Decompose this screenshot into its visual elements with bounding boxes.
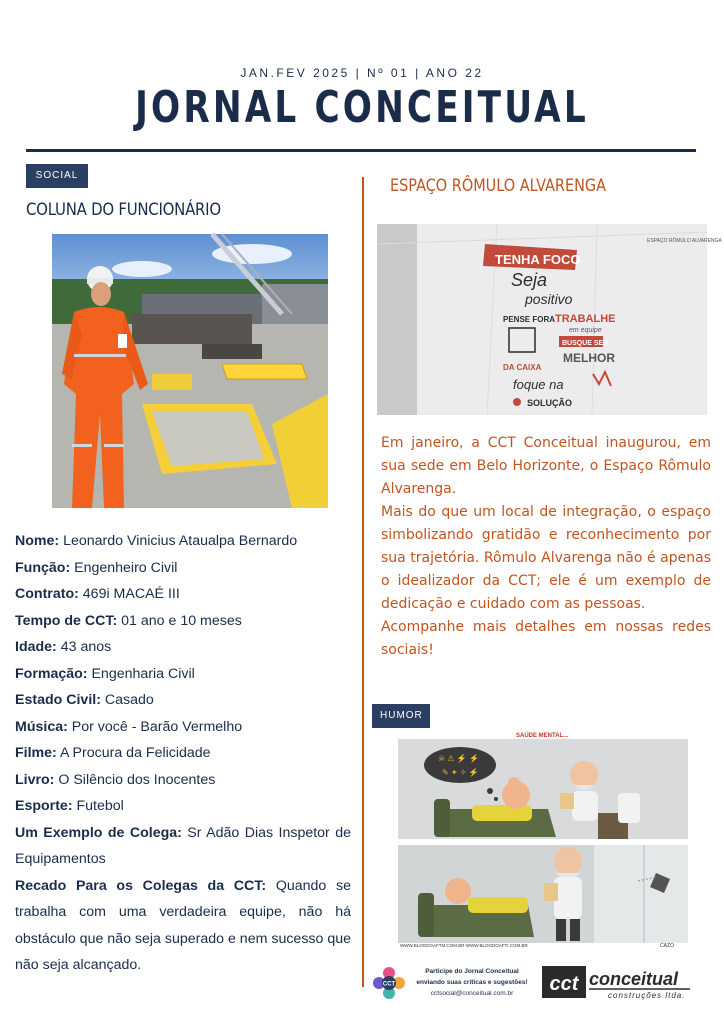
profile-label: Esporte:	[15, 798, 73, 814]
svg-text:✎ ✦ ✧ ⚡: ✎ ✦ ✧ ⚡	[442, 768, 479, 777]
logo-sub: construções ltda.	[608, 991, 686, 1000]
profile-label: Contrato:	[15, 586, 79, 602]
profile-row-music	[15, 714, 351, 741]
wall-text-tenha-foco: TENHA FOCO	[495, 252, 581, 267]
profile-label: Idade:	[15, 639, 57, 655]
story-paragraph: Em janeiro, a CCT Conceitual inaugurou, em sua sede em Belo Horizonte, o Espaço Rômulo Alvarenga.	[381, 435, 711, 497]
profile-label: Um Exemplo de Colega:	[15, 824, 182, 841]
profile-value: A Procura da Felicidade	[56, 745, 211, 761]
profile-label: Nome:	[15, 533, 60, 549]
humor-comic	[398, 733, 688, 948]
profile-value: Futebol	[72, 798, 124, 814]
column-title: COLUNA DO FUNCIONÁRIO	[26, 200, 221, 220]
profile-row-colleague	[15, 820, 351, 873]
section-tag-social: SOCIAL	[26, 164, 88, 188]
profile-row-contract	[15, 581, 351, 608]
profile-value: Casado	[100, 692, 154, 708]
issue-line: JAN.FEV 2025 | Nº 01 | ANO 22	[240, 66, 484, 80]
comic-credit: WWW.BLOGDOAFTM.COM.BR WWW.BLOGDOAFTI.COM.BR	[400, 943, 528, 948]
footer-line2: enviando suas críticas e sugestões!	[416, 979, 528, 986]
wall-mural-photo	[377, 224, 722, 415]
profile-value: Engenheiro Civil	[70, 559, 178, 576]
wall-text-em-equipe: em equipe	[569, 327, 602, 334]
story-paragraph: Acompanhe mais detalhes em nossas redes sociais!	[381, 619, 711, 658]
footer-line1: Participe do Jornal Conceitual	[425, 968, 519, 975]
header-rule	[26, 149, 696, 152]
profile-row-sport	[15, 793, 351, 820]
wall-text-foque-na: foque na	[513, 377, 564, 392]
footer-email[interactable]: cctsocial@conceitual.com.br	[430, 990, 514, 997]
company-logo	[542, 963, 692, 1003]
profile-label: Função:	[15, 559, 71, 576]
profile-value: O Silêncio dos Inocentes	[54, 771, 216, 788]
logo-word: conceitual	[589, 969, 679, 989]
profile-label: Estado Civil:	[15, 692, 101, 708]
profile-label: Música:	[15, 718, 68, 735]
profile-value: Sr Adão Dias Inspetor de Equipamentos	[15, 824, 351, 867]
profile-label: Filme:	[15, 745, 57, 761]
comic-caption: SAÚDE MENTAL...	[516, 733, 569, 739]
profile-row-name	[15, 528, 351, 555]
wall-text-busque-ser: BUSQUE SER	[562, 340, 609, 347]
employee-photo	[52, 234, 328, 508]
employee-profile	[15, 528, 351, 979]
social-badge-icon	[372, 966, 406, 1000]
newspaper-title: JORNAL CONCEITUAL	[135, 82, 589, 133]
profile-value: 43 anos	[56, 639, 112, 655]
wall-text-positivo: positivo	[525, 291, 573, 307]
badge-text: CCT	[382, 981, 396, 988]
profile-value: 01 ano e 10 meses	[117, 612, 242, 629]
wall-text-trabalhe: TRABALHE	[555, 313, 616, 325]
wall-text-seja: Seja	[511, 270, 548, 290]
logo-mark: cct	[549, 973, 579, 995]
profile-value: Por você - Barão Vermelho	[67, 718, 243, 735]
section-tag-humor: HUMOR	[372, 704, 430, 728]
wall-text-solucao: SOLUÇÃO	[527, 398, 572, 408]
feature-title: ESPAÇO RÔMULO ALVARENGA	[390, 176, 607, 196]
profile-row-message	[15, 873, 351, 979]
wall-text-pense-fora: PENSE FORA	[503, 315, 556, 324]
profile-row-tenure	[15, 608, 351, 635]
wall-text-espaco: ESPAÇO RÔMULO ALVARENGA	[647, 238, 722, 244]
wall-text-da-caixa: DA CAIXA	[503, 363, 542, 372]
column-divider	[362, 177, 364, 987]
profile-row-marital	[15, 687, 351, 714]
profile-row-age	[15, 634, 351, 661]
profile-value: 469i MACAÉ III	[78, 586, 180, 602]
profile-label: Recado Para os Colegas da CCT:	[15, 877, 267, 894]
profile-row-education	[15, 661, 351, 688]
profile-row-film	[15, 740, 351, 767]
profile-value: Leonardo Vinicius Ataualpa Bernardo	[59, 533, 298, 549]
svg-text:☠ ⚠ ⚡ ⚡: ☠ ⚠ ⚡ ⚡	[438, 754, 479, 763]
feature-story	[381, 432, 711, 662]
profile-value: Engenharia Civil	[87, 665, 195, 682]
profile-label: Formação:	[15, 665, 88, 682]
profile-label: Tempo de CCT:	[15, 612, 118, 629]
profile-value: Quando se trabalha com uma verdadeira equipe, não há obstáculo que não seja superado e nem sucesso que não seja alcançado.	[15, 877, 352, 973]
wall-text-melhor: MELHOR	[563, 351, 615, 365]
profile-label: Livro:	[15, 771, 55, 788]
footer-contact	[410, 966, 534, 999]
profile-row-role	[15, 555, 351, 582]
profile-row-book	[15, 767, 351, 794]
comic-signature: CAZO	[660, 943, 674, 949]
story-paragraph: Mais do que um local de integração, o espaço simbolizando gratidão e reconhecimento por sua trajetória. Rômulo Alvarenga não é apenas o idealizador da CCT; ele é um exemplo de dedicação e cuidado com as pessoas.	[381, 504, 711, 612]
